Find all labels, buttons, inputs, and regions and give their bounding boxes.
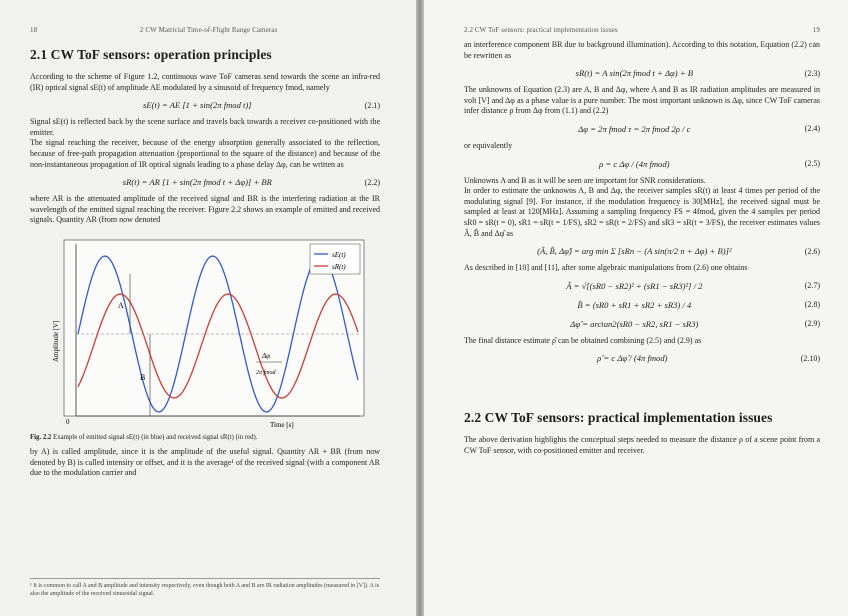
right-paragraph-3: Unknowns A and B as it will be seen are important for SNR considerations. <box>464 175 706 185</box>
signal-plot <box>30 234 380 432</box>
equation-2-9-number: (2.9) <box>804 319 820 329</box>
right-paragraph-4: In order to estimate the unknowns A, B and Δφ, the receiver samples sR(t) at least 4 times per period of the modulating signal [9]. For instance, if the modulation frequency is 30[MHz], the received signal must be sampled at least at 120[MHz]. Assuming a sampling frequency FS = 4fmod, given the 4 samples per period sR0 = sR(t = 0), sR1 = sR(t = 1/FS), sR2 = sR(t = 2/FS) and sR3 = sR(t = 3/FS), the receiver estimates values Â, B̂ and Δφ̂ as <box>464 186 820 238</box>
x-axis-label: Time [s] <box>270 420 294 429</box>
equation-2-4 <box>464 122 820 136</box>
equation-2-8-expr: B̂ = (sR0 + sR1 + sR2 + sR3) / 4 <box>577 299 692 310</box>
left-header <box>30 26 380 34</box>
equation-2-10-expr: ρ̂ = c Δφ̂ / (4π fmod) <box>597 353 668 364</box>
equation-2-1 <box>30 98 380 112</box>
equation-2-6 <box>464 244 820 258</box>
equation-2-3-expr: sR(t) = A sin(2π fmod t + Δφ) + B <box>575 68 694 79</box>
caption-text: Example of emitted signal sE(t) (in blue) and received signal sR(t) (in red). <box>53 433 258 441</box>
equation-2-4-expr: Δφ = 2π fmod τ = 2π fmod 2ρ / c <box>578 123 691 134</box>
section-title-2-2: 2.2 CW ToF sensors: practical implementation issues <box>464 410 773 426</box>
equation-2-5-expr: ρ = c Δφ / (4π fmod) <box>599 158 670 169</box>
equation-2-2-number: (2.2) <box>364 177 380 187</box>
y-axis-label: Amplitude [V] <box>52 320 60 362</box>
section-title-2-1: 2.1 CW ToF sensors: operation principles <box>30 47 272 62</box>
label-dphi: Δφ <box>262 351 270 360</box>
right-paragraph-6: The final distance estimate ρ̂ can be obtained combining (2.5) and (2.9) as <box>464 335 702 345</box>
left-paragraph-4: where AR is the attenuated amplitude of the received signal and BR is the interfering radiation at the IR wavelength of the emitted signal reaching the receiver. Figure 2.2 shows an example of emitted and received signals. Quantity AR (from now denoted <box>30 194 380 225</box>
label-b: B <box>140 372 146 382</box>
book-gutter <box>416 0 424 616</box>
right-paragraph-5: As described in [10] and [11], after some algebraic manipulations from (2.6) one obtains <box>464 263 748 273</box>
legend-emitted: sE(t) <box>332 250 346 259</box>
equation-2-8 <box>464 298 820 312</box>
equation-2-7-number: (2.7) <box>804 281 820 291</box>
equation-2-7-expr: Â = √[(sR0 − sR2)² + (sR1 − sR3)²] / 2 <box>566 280 703 291</box>
equation-2-7 <box>464 279 820 293</box>
caption-label: Fig. 2.2 <box>30 433 52 441</box>
right-page <box>424 0 848 616</box>
equation-2-1-number: (2.1) <box>364 100 380 110</box>
figure-2-2 <box>30 234 380 432</box>
footnote: ¹ It is common to call A and B amplitude and intensity respectively, even though both A and B are IR radiation amplitudes (measured in [V]). A is also the amplitude of the received sinusoidal signal. <box>30 578 380 598</box>
equation-2-9-expr: Δφ̂ = arctan2(sR0 − sR2, sR1 − sR3) <box>570 318 699 329</box>
equation-2-3 <box>464 66 820 80</box>
left-paragraph-1: According to the scheme of Figure 1.2, continuous wave ToF cameras send towards the scene an infra-red (IR) optical signal sE(t) of amplitude AE modulated by a sinusoid of frequency fmod, namely <box>30 72 380 92</box>
right-paragraph-7: The above derivation highlights the conceptual steps needed to measure the distance ρ of a scene point from a CW ToF sensor, with co-positioned emitter and receiver. <box>464 435 820 455</box>
label-2pi-fmod: 2π fmod <box>256 369 276 376</box>
equation-2-1-expr: sE(t) = AE [1 + sin(2π fmod t)] <box>143 100 252 111</box>
left-paragraph-5: by A) is called amplitude, since it is the amplitude of the useful signal. Quantity AR + BR (from now denoted by B) is called intensity or offset, and it is the average¹ of the received signal (with a component AR due to the modulation carrier and <box>30 446 380 478</box>
right-paragraph-2: The unknowns of Equation (2.3) are A, B and Δφ, where A and B as IR radiation amplitudes are measured in volt [V] and Δφ as a phase value is a pure number. The most important unknown is Δφ, since CW ToF cameras infer distance ρ from Δφ from (1.1) and (2.2) <box>464 85 820 116</box>
right-paragraph-1: an interference component BR due to background illumination). According to this notation, Equation (2.2) can be rewritten as <box>464 40 820 60</box>
or-equivalently: or equivalently <box>464 140 513 150</box>
equation-2-4-number: (2.4) <box>804 124 820 134</box>
legend-received: sR(t) <box>332 262 346 271</box>
equation-2-5 <box>464 157 820 171</box>
left-page-number: 18 <box>30 26 38 34</box>
left-running-header: 2 CW Matricial Time-of-Flight Range Cameras <box>139 26 278 34</box>
equation-2-6-expr: (Â, B̂, Δφ̂) = arg min Σ [sRn − (A sin(π/2 n + Δφ) + B)]² <box>537 246 732 257</box>
right-running-header: 2.2 CW ToF sensors: practical implementation issues <box>464 26 618 34</box>
right-page-number: 19 <box>812 26 820 34</box>
equation-2-6-number: (2.6) <box>804 246 820 256</box>
figure-caption <box>30 434 380 441</box>
equation-2-10 <box>464 351 820 365</box>
label-a: A <box>118 300 124 310</box>
axis-origin: 0 <box>66 417 70 426</box>
equation-2-9 <box>464 317 820 331</box>
left-paragraph-2: Signal sE(t) is reflected back by the scene surface and travels back towards a receiver co-positioned with the emitter. <box>30 117 380 137</box>
equation-2-10-number: (2.10) <box>800 353 820 363</box>
left-paragraph-3: The signal reaching the receiver, because of the energy absorption generally associated to the reflection, because of free-path propagation attenuation (proportional to the square of the distance) and because of the non-instantaneous propagation of IR optical signals leading to a phase delay Δφ, can be written as <box>30 138 380 169</box>
equation-2-8-number: (2.8) <box>804 300 820 310</box>
right-header <box>464 26 820 34</box>
equation-2-5-number: (2.5) <box>804 159 820 169</box>
left-page <box>0 0 416 616</box>
equation-2-2 <box>30 175 380 189</box>
equation-2-3-number: (2.3) <box>804 68 820 78</box>
equation-2-2-expr: sR(t) = AR [1 + sin(2π fmod t + Δφ)] + BR <box>122 177 272 188</box>
